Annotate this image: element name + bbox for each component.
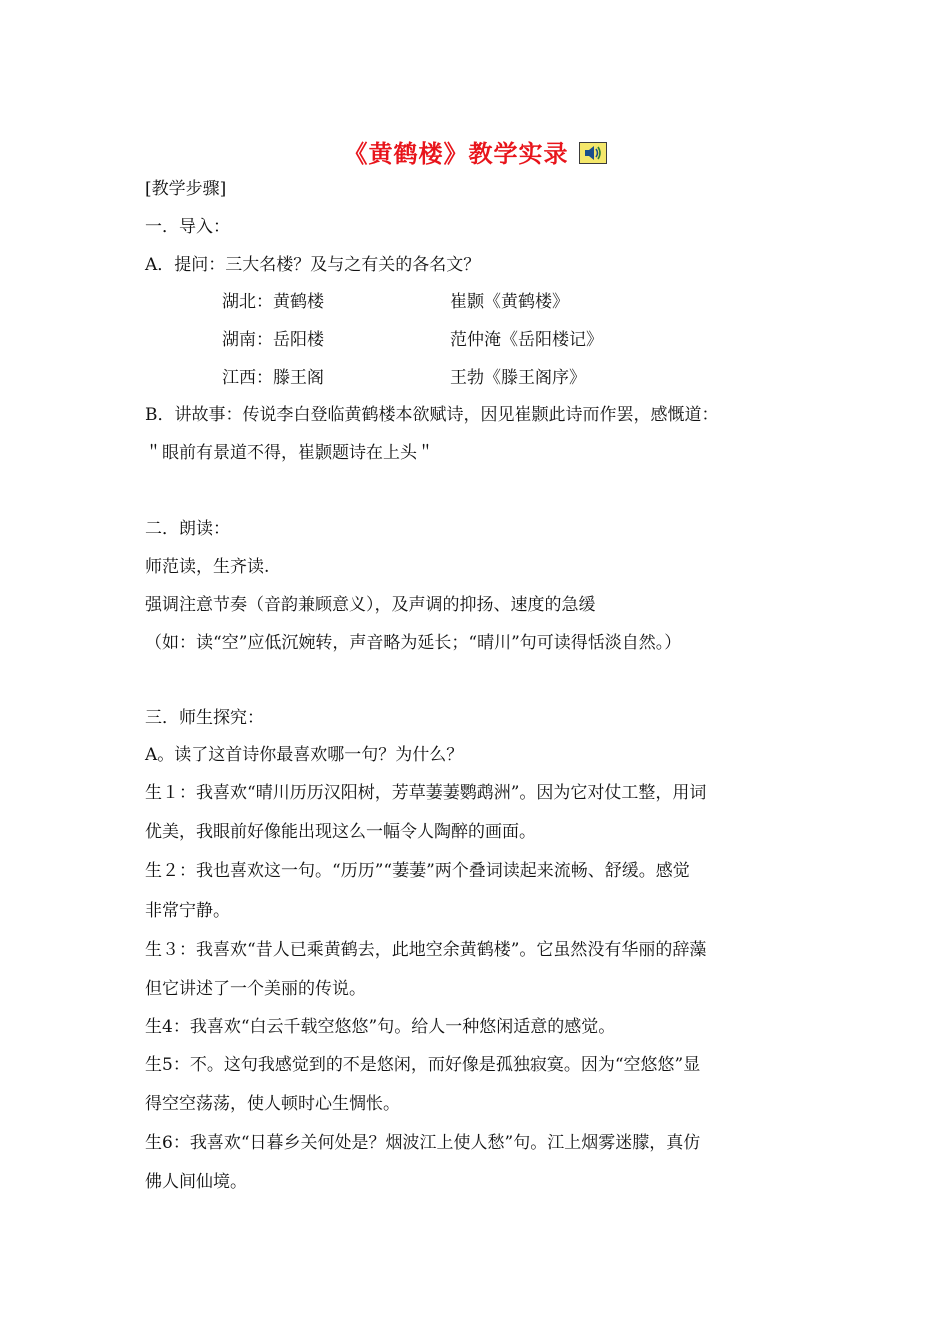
student-answer-line: 优美，我眼前好像能出现这么一幅令人陶醉的画面。 <box>145 822 536 842</box>
student-answer-line: 生２：我也喜欢这一句。“历历”“萋萋”两个叠词读起来流畅、舒缓。感觉 <box>145 861 690 881</box>
section-3-heading: 三．师生探究： <box>145 708 264 728</box>
tower-work: 王勃《滕王阁序》 <box>450 368 586 388</box>
section-1-heading: 一．导入： <box>145 217 230 237</box>
tower-work: 范仲淹《岳阳楼记》 <box>450 330 603 350</box>
student-answer-line: 生３：我喜欢“昔人已乘黄鹤去，此地空余黄鹤楼”。它虽然没有华丽的辞藻 <box>145 940 707 960</box>
document-title: 《黄鹤楼》教学实录 <box>0 134 950 169</box>
tower-place: 江西：滕王阁 <box>222 368 324 388</box>
tower-work: 崔颢《黄鹤楼》 <box>450 292 569 312</box>
tower-place: 湖北：黄鹤楼 <box>222 292 324 312</box>
student-answer-line: 但它讲述了一个美丽的传说。 <box>145 979 366 999</box>
question-a: A。读了这首诗你最喜欢哪一句？为什么？ <box>145 745 464 765</box>
story-b-quote: ＂眼前有景道不得，崔颢题诗在上头＂ <box>145 443 434 463</box>
student-answer-line: 非常宁静。 <box>145 901 230 921</box>
student-answer-line: 生１：我喜欢“晴川历历汉阳树，芳草萋萋鹦鹉洲”。因为它对仗工整，用词 <box>145 783 707 803</box>
reading-line: （如：读“空”应低沉婉转，声音略为延长；“晴川”句可读得恬淡自然。） <box>145 633 682 653</box>
reading-line: 强调注意节奏（音韵兼顾意义），及声调的抑扬、速度的急缓 <box>145 595 596 615</box>
section-2-heading: 二．朗读： <box>145 519 230 539</box>
speaker-icon[interactable] <box>579 142 607 164</box>
student-answer-line: 生4：我喜欢“白云千载空悠悠”句。给人一种悠闲适意的感觉。 <box>145 1017 616 1037</box>
reading-line: 师范读，生齐读. <box>145 557 270 577</box>
question-a: A．提问：三大名楼？及与之有关的各名文？ <box>145 255 481 275</box>
student-answer-line: 生5：不。这句我感觉到的不是悠闲，而好像是孤独寂寞。因为“空悠悠”显 <box>145 1055 701 1075</box>
student-answer-line: 生6：我喜欢“日暮乡关何处是？烟波江上使人愁”句。江上烟雾迷朦，真仿 <box>145 1133 701 1153</box>
section-steps-label: [教学步骤] <box>145 179 227 199</box>
tower-place: 湖南：岳阳楼 <box>222 330 324 350</box>
student-answer-line: 得空空荡荡，使人顿时心生惆怅。 <box>145 1094 400 1114</box>
student-answer-line: 佛人间仙境。 <box>145 1172 247 1192</box>
story-b-line-1: B．讲故事：传说李白登临黄鹤楼本欲赋诗，因见崔颢此诗而作罢，感慨道： <box>145 405 719 425</box>
